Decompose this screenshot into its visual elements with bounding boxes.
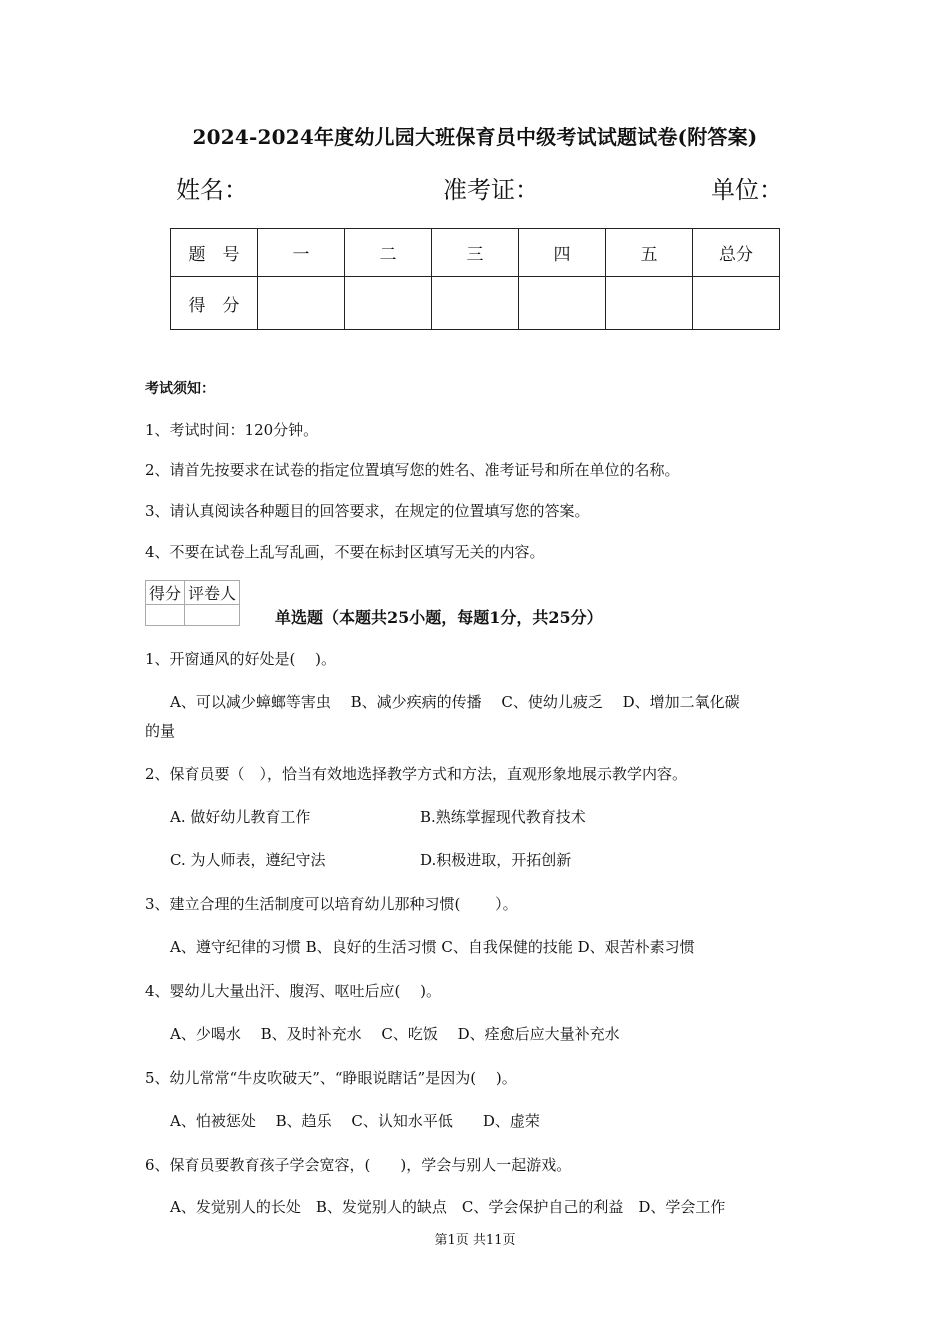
score-table-cell: 总分 bbox=[693, 229, 780, 277]
question-stem: 2、保育员要（ ），恰当有效地选择教学方式和方法，直观形象地展示教学内容。 bbox=[145, 765, 688, 783]
option-b: B.熟练掌握现代教育技术 bbox=[420, 808, 586, 826]
page-title: 2024-2024年度幼儿园大班保育员中级考试试题试卷(附答案) bbox=[192, 125, 758, 149]
score-table-cell: 二 bbox=[345, 229, 432, 277]
question-stem: 6、保育员要教育孩子学会宽容，( )，学会与别人一起游戏。 bbox=[145, 1156, 572, 1174]
name-field-label: 姓名： bbox=[176, 176, 248, 204]
grader-reviewer-cell[interactable] bbox=[185, 605, 240, 626]
option-d: D.积极进取，开拓创新 bbox=[420, 851, 572, 869]
option-a: A. 做好幼儿教育工作 bbox=[170, 808, 311, 826]
question-options: A、可以减少蟑螂等害虫 B、减少疾病的传播 C、使幼儿疲乏 D、增加二氧化碳 bbox=[170, 693, 740, 711]
grader-score-cell[interactable] bbox=[146, 605, 185, 626]
question-stem: 3、建立合理的生活制度可以培育幼儿那种习惯( ）。 bbox=[145, 895, 518, 913]
score-table-cell: 三 bbox=[432, 229, 519, 277]
question-options-continued: 的量 bbox=[145, 722, 176, 740]
score-input-cell[interactable] bbox=[258, 277, 345, 330]
score-table-cell: 得 分 bbox=[171, 277, 258, 330]
notice-heading: 考试须知： bbox=[145, 381, 215, 397]
score-table-cell: 四 bbox=[519, 229, 606, 277]
page-footer: 第1页 共11页 bbox=[434, 1233, 516, 1248]
question-options: A、遵守纪律的习惯 B、良好的生活习惯 C、自我保健的技能 D、艰苦朴素习惯 bbox=[170, 938, 695, 956]
score-table bbox=[170, 228, 780, 330]
grader-reviewer-label: 评卷人 bbox=[185, 581, 240, 605]
unit-field-label: 单位： bbox=[711, 176, 783, 204]
notice-item: 3、请认真阅读各种题目的回答要求，在规定的位置填写您的答案。 bbox=[145, 502, 590, 520]
score-table-cell: 题 号 bbox=[171, 229, 258, 277]
score-input-cell[interactable] bbox=[432, 277, 519, 330]
question-stem: 1、开窗通风的好处是( )。 bbox=[145, 650, 337, 668]
score-table-score-row bbox=[171, 277, 780, 330]
score-table-cell: 五 bbox=[606, 229, 693, 277]
question-options: A、少喝水 B、及时补充水 C、吃饭 D、痊愈后应大量补充水 bbox=[170, 1025, 620, 1043]
score-input-cell[interactable] bbox=[345, 277, 432, 330]
exam-number-field-label: 准考证： bbox=[443, 176, 539, 204]
score-table-header-row bbox=[171, 229, 780, 277]
question-options: A、怕被惩处 B、趋乐 C、认知水平低 D、虚荣 bbox=[170, 1112, 540, 1130]
question-stem: 5、幼儿常常“牛皮吹破天”、“睁眼说瞎话”是因为( )。 bbox=[145, 1069, 517, 1087]
score-input-cell[interactable] bbox=[693, 277, 780, 330]
option-c: C. 为人师表，遵纪守法 bbox=[170, 851, 326, 869]
notice-item: 4、不要在试卷上乱写乱画，不要在标封区填写无关的内容。 bbox=[145, 543, 545, 561]
score-table-cell: 一 bbox=[258, 229, 345, 277]
grader-score-label: 得分 bbox=[146, 581, 185, 605]
question-options: A、发觉别人的长处 B、发觉别人的缺点 C、学会保护自己的利益 D、学会工作 bbox=[170, 1198, 726, 1216]
notice-item: 1、考试时间：120分钟。 bbox=[145, 421, 319, 439]
score-input-cell[interactable] bbox=[606, 277, 693, 330]
question-stem: 4、婴幼儿大量出汗、腹泻、呕吐后应( )。 bbox=[145, 982, 442, 1000]
score-input-cell[interactable] bbox=[519, 277, 606, 330]
grader-box bbox=[145, 580, 240, 626]
section-title: 单选题（本题共25小题，每题1分，共25分） bbox=[275, 608, 603, 627]
notice-item: 2、请首先按要求在试卷的指定位置填写您的姓名、准考证号和所在单位的名称。 bbox=[145, 461, 680, 479]
